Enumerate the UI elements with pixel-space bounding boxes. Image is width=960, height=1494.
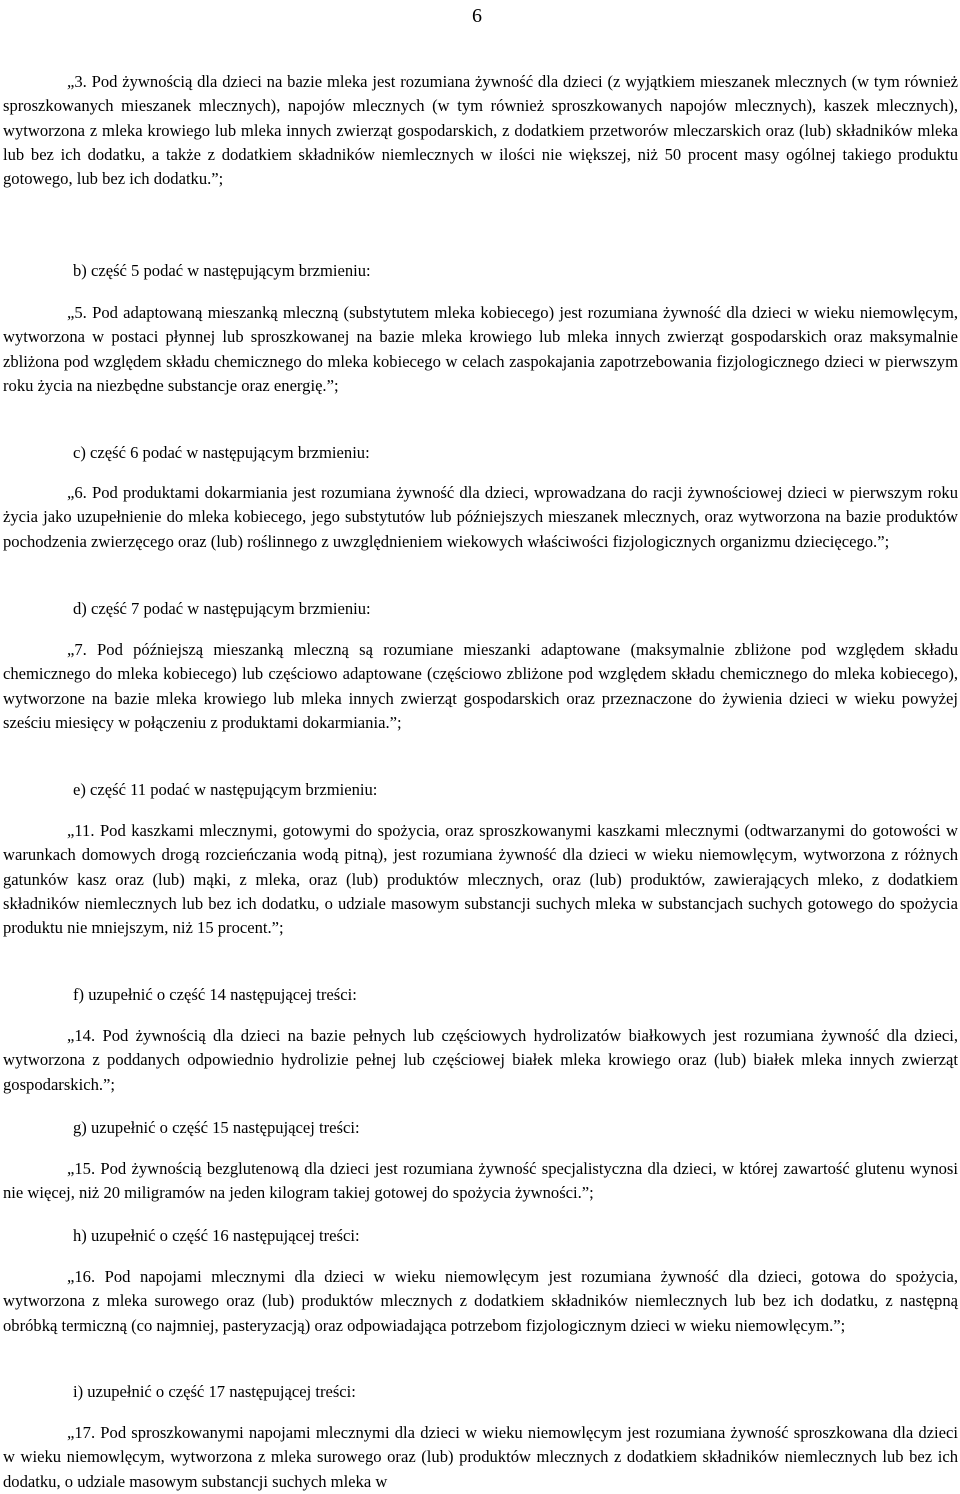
list-item-d: d) część 7 podać w następującym brzmieniu: xyxy=(73,599,371,618)
paragraph-3: „3. Pod żywnością dla dzieci na bazie mleka jest rozumiana żywność dla dzieci (z wyjątkiem mieszanek mlecznych (w tym również sproszkowanych mieszanek mlecznych), napojów mlecznych (w tym również sproszkowanych napojów mlecznych), kaszek mlecznych), wytworzona z mleka krowiego lub mleka innych zwierząt gospodarskich, z dodatkiem przetworów mleczarskich oraz (lub) składników mleka lub bez ich dodatku, a także z dodatkiem składników niemlecznych w ilości nie większej, niż 50 procent masy ogólnej takiego produktu gotowego, lub bez ich dodatku.”; xyxy=(3,72,958,189)
paragraph-14: „14. Pod żywnością dla dzieci na bazie pełnych lub częściowych hydrolizatów białkowych jest rozumiana żywność dla dzieci, wytworzona z poddanych odpowiednio hydrolizie pełnej lub częściowej białek mleka krowiego oraz (lub) białek mleka innych zwierząt gospodarskich.”; xyxy=(3,1026,958,1094)
list-item-h: h) uzupełnić o część 16 następującej treści: xyxy=(73,1226,360,1245)
list-item-g: g) uzupełnić o część 15 następującej treści: xyxy=(73,1118,360,1137)
paragraph-11: „11. Pod kaszkami mlecznymi, gotowymi do spożycia, oraz sproszkowanymi kaszkami mlecznymi (odtwarzanymi do gotowości w warunkach domowych drogą rozcieńczania wodą pitną), jest rozumiana żywność dla dzieci w wieku niemowlęcym, wytworzona z różnych gatunków kasz oraz (lub) mąki, z mleka, oraz (lub) produktów mlecznych, oraz (lub) produktów, zawierających mleko, z dodatkiem składników niemlecznych lub bez ich dodatku, o udziale masowym substancji suchych mleka w substancjach suchych gotowego do spożycia produktu nie mniejszym, niż 15 procent.”; xyxy=(3,821,958,938)
paragraph-15: „15. Pod żywnością bezglutenową dla dzieci jest rozumiana żywność specjalistyczna dla dzieci, w której zawartość glutenu wynosi nie więcej, niż 20 miligramów na jeden kilogram takiej gotowej do spożycia żywności.”; xyxy=(3,1159,958,1203)
page-number: 6 xyxy=(472,5,482,27)
paragraph-16: „16. Pod napojami mlecznymi dla dzieci w wieku niemowlęcym jest rozumiana żywność dla dzieci, gotowa do spożycia, wytworzona z mleka surowego oraz (lub) produktów mlecznych z dodatkiem składników niemlecznych lub bez ich dodatku, z następną obróbką termiczną (co najmniej, pasteryzacją) oraz odpowiadająca potrzebom fizjologicznym dzieci w wieku niemowlęcym.”; xyxy=(3,1267,958,1335)
paragraph-17: „17. Pod sproszkowanymi napojami mlecznymi dla dzieci w wieku niemowlęcym jest rozumiana żywność sproszkowana dla dzieci w wieku niemowlęcym, wytworzona z mleka surowego oraz (lub) produktów mlecznych z dodatkiem składników niemlecznych lub bez ich dodatku, o udziale masowym substancji suchych mleka w xyxy=(3,1423,958,1491)
list-item-e: e) część 11 podać w następującym brzmieniu: xyxy=(73,780,378,799)
paragraph-5: „5. Pod adaptowaną mieszanką mleczną (substytutem mleka kobiecego) jest rozumiana żywność dla dzieci w wieku niemowlęcym, wytworzona w postaci płynnej lub sproszkowanej na bazie mleka krowiego lub mleka innych zwierząt gospodarskich oraz maksymalnie zbliżona pod względem składu chemicznego do mleka kobiecego w celach zaspokajania zapotrzebowania fizjologicznego dzieci w pierwszym roku życia na niezbędne substancje oraz energię.”; xyxy=(3,303,958,395)
paragraph-6: „6. Pod produktami dokarmiania jest rozumiana żywność dla dzieci, wprowadzana do racji żywnościowej dzieci w pierwszym roku życia jako uzupełnienie do mleka kobiecego, jego substytutów lub późniejszych mieszanek mlecznych, oraz wytworzona na bazie produktów pochodzenia zwierzęcego oraz (lub) roślinnego z uwzględnieniem wiekowych właściwości fizjologicznych organizmu dziecięcego.”; xyxy=(3,483,958,551)
list-item-b: b) część 5 podać w następującym brzmieniu: xyxy=(73,261,371,280)
list-item-c: c) część 6 podać w następującym brzmieniu: xyxy=(73,443,370,462)
list-item-i: i) uzupełnić o część 17 następującej treści: xyxy=(73,1382,356,1401)
paragraph-7: „7. Pod późniejszą mieszanką mleczną są rozumiane mieszanki adaptowane (maksymalnie zbliżone pod względem składu chemicznego do mleka kobiecego) lub częściowo adaptowane (częściowo zbliżone pod względem składu chemicznego do mleka kobiecego), wytworzone na bazie mleka krowiego lub mleka innych zwierząt gospodarskich oraz przeznaczone do żywienia dzieci w wieku powyżej sześciu miesięcy w połączeniu z produktami dokarmiania.”; xyxy=(3,640,958,732)
list-item-f: f) uzupełnić o część 14 następującej treści: xyxy=(73,985,357,1004)
